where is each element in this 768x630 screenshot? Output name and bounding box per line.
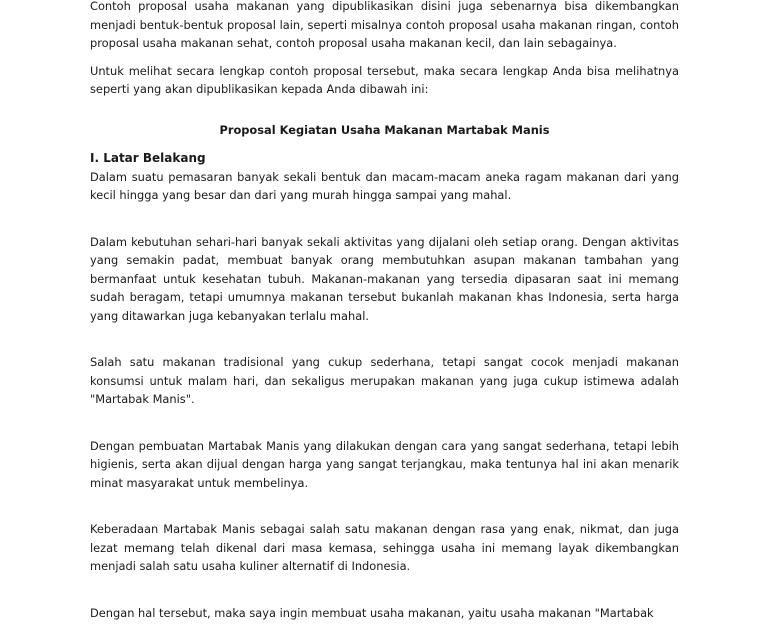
body-paragraph: Salah satu makanan tradisional yang cukup sederhana, tetapi sangat cocok menjadi makanan konsumsi untuk malam hari, dan sekaligus merupakan makanan yang juga cukup istimewa adalah "Martabak Manis". [90, 355, 679, 406]
body-paragraph: Keberadaan Martabak Manis sebagai salah satu makanan dengan rasa yang enak, nikmat, dan juga lezat memang telah dikenal dari masa kemasa, sehingga usaha ini memang layak dikembangkan menjadi salah satu usaha kuliner alternatif di Indonesia. [90, 522, 679, 573]
section-heading: I. Latar Belakang [90, 151, 206, 165]
intro-paragraph: Untuk melihat secara lengkap contoh proposal tersebut, maka secara lengkap Anda bisa melihatnya seperti yang akan dipublikasikan kepada Anda dibawah ini: [90, 63, 679, 96]
body-paragraph: Dengan hal tersebut, maka saya ingin membuat usaha makanan, yaitu usaha makanan "Martabak [90, 605, 654, 620]
document-body [90, 0, 679, 622]
intro-paragraph: Contoh proposal usaha makanan yang dipublikasikan disini juga sebenarnya bisa dikembangkan menjadi bentuk-bentuk proposal lain, seperti misalnya contoh proposal usaha makanan ringan, contoh proposal usaha makanan sehat, contoh proposal usaha makanan kecil, dan lain sebagainya. [90, 0, 679, 50]
proposal-title: Proposal Kegiatan Usaha Makanan Martabak Manis [219, 122, 550, 137]
body-paragraph: Dengan pembuatan Martabak Manis yang dilakukan dengan cara yang sangat sederhana, tetapi lebih higienis, serta akan dijual dengan harga yang sangat terjangkau, maka tentunya hal ini akan menarik minat masyarakat untuk membelinya. [90, 438, 679, 490]
body-paragraph: Dalam kebutuhan sehari-hari banyak sekali aktivitas yang dijalani oleh setiap orang. Dengan aktivitas yang semakin padat, membuat banyak orang membutuhkan asupan makanan tambahan yang bermanfaat untuk kesehatan tubuh. Makanan-makanan yang tersedia dipasaran saat ini memang sudah beragam, tetapi umumnya makanan tersebut bukanlah makanan khas Indonesia, serta harga yang ditawarkan juga kebanyakan terlalu mahal. [90, 234, 679, 323]
body-paragraph: Dalam suatu pemasaran banyak sekali bentuk dan macam-macam aneka ragam makanan dari yang kecil hingga yang besar dan dari yang murah hingga sampai yang mahal. [90, 169, 679, 202]
